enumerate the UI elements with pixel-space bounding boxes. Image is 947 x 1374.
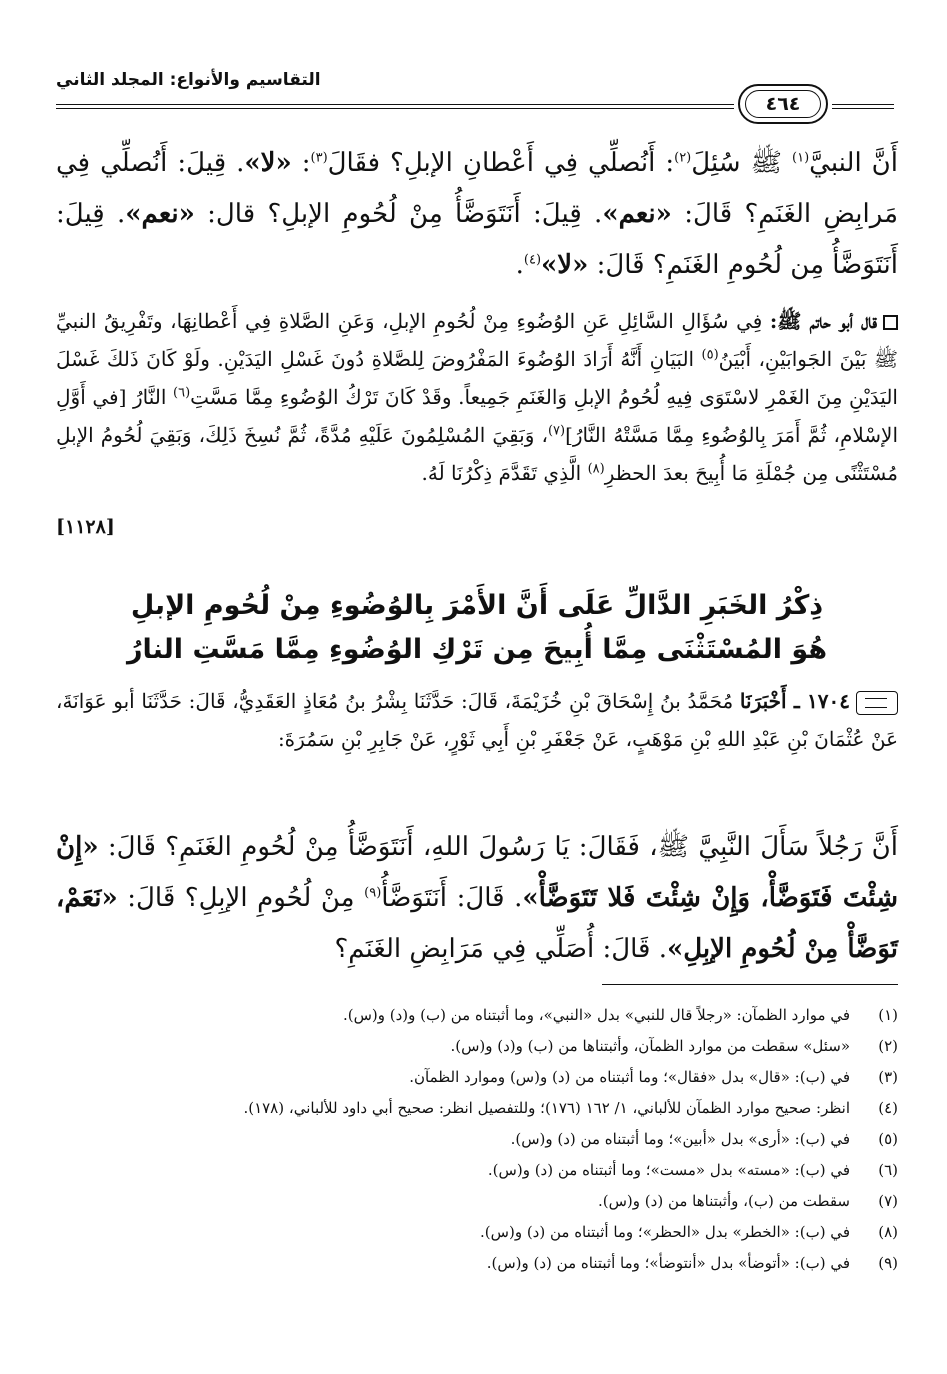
footnote-text: في موارد الظمآن: «رجلاً قال للنبي» بدل «النبي»، وما أثبتناه من (ب) و(د) و(س).	[342, 1006, 850, 1024]
text-run: مِنْ لُحُومِ الإبِلِ؟ قَالَ:	[117, 883, 365, 913]
footnote-marker: (٤)	[523, 252, 542, 268]
footnote-marker: (٩)	[364, 885, 382, 901]
text-run: . قَالَ: أُصَلِّي فِي مَرَابِضِ الغَنَمِ؟	[334, 934, 667, 964]
footnote-marker: (٧)	[547, 423, 566, 439]
hadith-matn	[56, 822, 898, 975]
footnote	[56, 1031, 898, 1062]
text-run: أَنَّ النبيَّ	[809, 148, 898, 178]
text-run: :	[291, 148, 311, 178]
page-number: ٤٦٤	[745, 90, 821, 118]
footnote-marker: (٣)	[310, 150, 328, 166]
chapter-heading-line-2: هُوَ المُسْتَثْنَى مِمَّا أُبِيحَ مِن تَرْكِ الوُضُوءِ مِمَّا مَسَّتِ النارُ	[126, 634, 828, 665]
running-title: التقاسيم والأنواع: المجلد الثاني	[56, 70, 321, 90]
text-run: ﷺ سُئِلَ	[691, 148, 793, 178]
footnote-number: (٨)	[878, 1223, 898, 1241]
footnote-text: «سئل» سقطت من موارد الظمآن، وأثبتناها من (ب) و(د) و(س).	[450, 1037, 850, 1055]
footnote-number: (٣)	[878, 1068, 898, 1086]
footnote-text: سقطت من (ب)، وأثبتناها من (د) و(س).	[598, 1192, 850, 1210]
footnote	[56, 1093, 898, 1124]
footnote-number: (٧)	[878, 1192, 898, 1210]
footnote-marker: (٥)	[701, 347, 719, 363]
square-bullet-icon	[883, 315, 898, 330]
text-run: .	[515, 250, 524, 280]
footnote-text: انظر: صحيح موارد الظمآن للألباني، ١/ ١٦٢ (١٧٦)؛ وللتفصيل انظر: صحيح أبي داود للألباني، (١٧٨).	[243, 1099, 850, 1117]
footnote-text: في (ب): «أتوضأ» بدل «أنتوضأ»؛ وما أثبتناه من (د) و(س).	[486, 1254, 850, 1272]
page-number-frame	[738, 84, 828, 124]
header-rule-right	[832, 104, 894, 109]
prophet-answer: «نعم»	[602, 199, 672, 229]
text-run: . قَالَ: أَنَتَوَضَّأُ	[381, 883, 523, 913]
text-run: فِي سُؤَالِ السَّائِلِ عَنِ الوُضُوءِ مِنْ لُحُومِ الإبلِ، وَعَنِ الصَّلاةِ فِي أَعْطانِهَا، وتَفْرِيقُ النبيِّ ﷺ بَيْنَ الجَوابَيْنِ، أَبْيَنُ	[56, 309, 898, 371]
footnote-number: (٤)	[878, 1099, 898, 1117]
footnote-text: في (ب): «قال» بدل «فقال»؛ وما أثبتناه من (د) و(س) وموارد الظمآن.	[409, 1068, 850, 1086]
footnote-marker: (٨)	[587, 461, 605, 477]
text-run: ، وَبَقِيَ المُسْلِمُونَ عَلَيْهِ مُدَّةً، ثُمَّ نُسِخَ ذَلِكَ، وَبَقِيَ لُحُومُ الإبلِ مُسْتَثْنًى مِن جُمْلَةِ مَا أُبِيحَ بعدَ الحظرِ	[56, 423, 898, 485]
text-run: أَنَّ رَجُلاً سَأَلَ النَّبِيَّ ﷺ، فَقَالَ: يَا رَسُولَ اللهِ، أَنَتَوَضَّأُ مِنْ لُحُومِ الغَنَمِ؟ قَالَ:	[98, 832, 898, 862]
commentary-speaker: قال أبو حاتم ﷺ:	[769, 309, 877, 333]
footnote-marker: (٢)	[674, 150, 692, 166]
footnote	[56, 1155, 898, 1186]
hadith-marker-icon	[856, 691, 898, 715]
hadith-number: ١٧٠٤ ـ أَخْبَرَنَا	[739, 689, 850, 713]
text-run: . قِيلَ: أَنُصلِّي فِي مَرابِضِ الغَنَمِ؟ قَالَ:	[56, 148, 898, 229]
footnotes	[56, 1000, 898, 1279]
hadith-continuation	[56, 138, 898, 291]
footnote-number: (١)	[878, 1006, 898, 1024]
text-run: . قِيلَ: أَنَتَوَضَّأُ مِنْ لُحُومِ الإبلِ؟ قال:	[194, 199, 603, 229]
footnote-marker: (١)	[792, 150, 810, 166]
page-header	[56, 70, 896, 118]
footnote	[56, 1248, 898, 1279]
footnote	[56, 1217, 898, 1248]
text-run: الَّذِي تَقَدَّمَ ذِكْرُنَا لَهُ.	[421, 461, 588, 485]
hadith-isnad	[56, 682, 898, 758]
text-run: . قِيلَ: أَنَتَوَضَّأُ مِن لُحُومِ الغَنَمِ؟ قَالَ:	[56, 199, 898, 280]
footnote-separator	[602, 984, 898, 985]
footnote	[56, 1062, 898, 1093]
prophet-answer: «نعم»	[125, 199, 195, 229]
prophet-answer: «لا»	[541, 250, 589, 280]
footnote-number: (٥)	[878, 1130, 898, 1148]
text-run: : أَنُصلِّي فِي أَعْطانِ الإبلِ؟ فقَالَ	[327, 148, 675, 178]
prophet-answer: «إِنْ شِئْتَ فَتَوَضَّأْ، وَإِنْ شِئْتَ فَلا تَتَوَضَّأْ»	[56, 832, 898, 913]
footnote-number: (٢)	[878, 1037, 898, 1055]
footnote-number: (٦)	[878, 1161, 898, 1179]
chapter-heading-line-1: ذِكْرُ الخَبَرِ الدَّالِّ عَلَى أَنَّ الأَمْرَ بِالوُضُوءِ مِنْ لُحُومِ الإبلِ	[130, 590, 824, 621]
footnote-text: في (ب): «أرى» بدل «أبين»؛ وما أثبتناه من (د) و(س).	[510, 1130, 850, 1148]
footnote	[56, 1124, 898, 1155]
footnote-number: (٩)	[878, 1254, 898, 1272]
text-run: البَيَانِ أَنَّهُ أَرَادَ الوُضُوءَ المَفْرُوضَ لِلصَّلاةِ دُونَ غَسْلِ اليَدَيْنِ. ولَوْ كَانَ ذَلكَ غَسْلَ اليَدَيْنِ مِنَ الغَمْرِ لاسْتَوَى فِيهِ لُحُومُ الإبلِ وَالغَنَمِ جَمِيعاً. وقَدْ كَانَ تَرْكُ الوُضُوءِ مِمَّا مَسَّتِ	[56, 347, 898, 409]
commentary-paragraph	[56, 302, 898, 492]
footnote-marker: (٦)	[173, 385, 191, 401]
chapter-heading	[56, 584, 898, 672]
footnote-text: في (ب): «مسته» بدل «مست»؛ وما أثبتناه من (د) و(س).	[487, 1161, 850, 1179]
prophet-answer: «نَعَمْ، تَوَضَّأْ مِنْ لُحُومِ الإبِلِ»	[56, 883, 898, 964]
footnote	[56, 1000, 898, 1031]
text-run: النَّارُ [في أَوَّلِ الإسْلامِ، ثُمَّ أَمَرَ بِالوُضُوءِ مِمَّا مَسَّتْهُ النَّارُ]	[56, 385, 899, 447]
reference-number: [١١٢٨]	[56, 516, 115, 538]
footnote-text: في (ب): «الخطر» بدل «الحظر»؛ وما أثبتناه من (د) و(س).	[480, 1223, 850, 1241]
isnad-text: مُحَمَّدُ بنُ إِسْحَاقَ بْنِ خُزَيْمَةَ، قَالَ: حَدَّثَنَا بِشْرُ بنُ مُعَاذٍ العَقَدِيُّ، قَالَ: حَدَّثَنَا أبو عَوَانَةَ، عَنْ عُثْمَانَ بْنِ عَبْدِ اللهِ بْنِ مَوْهَبٍ، عَنْ جَعْفَرِ بْنِ أَبِي ثَوْرٍ، عَنْ جَابِرِ بْنِ سَمُرَةَ:	[56, 689, 898, 751]
footnote	[56, 1186, 898, 1217]
header-rule-left	[56, 104, 734, 109]
prophet-answer: «لا»	[244, 148, 292, 178]
